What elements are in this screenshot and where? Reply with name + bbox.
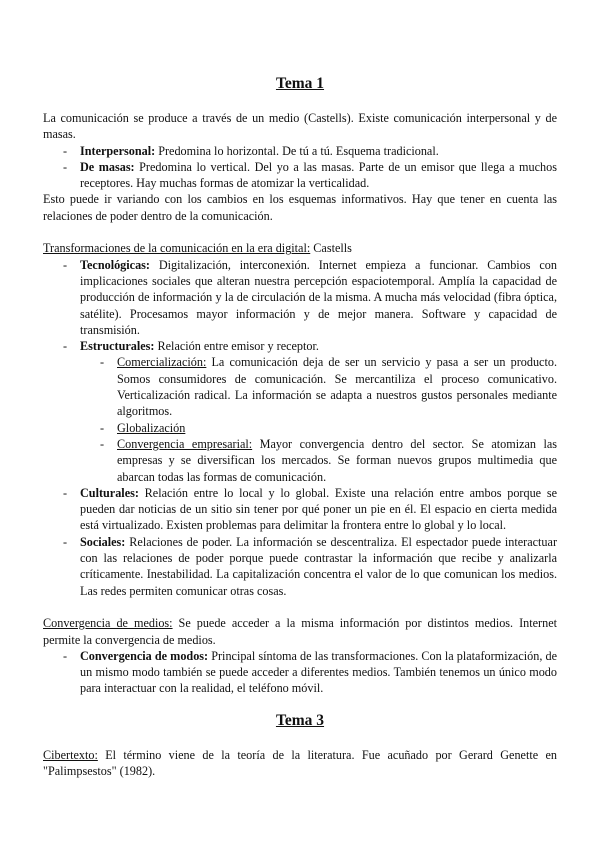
estructurales-sublist (80, 354, 557, 484)
paragraph-text: El término viene de la teoría de la literatura. Fue acuñado por Gerard Genette en "Palimpsestos" (1982). (43, 747, 557, 778)
subterm-description: Mayor convergencia dentro del sector. Se atomizan las empresas y se diversifican los mercados. Se forman nuevos grupos multimedia que abarcan todas las formas de comunicación. (117, 436, 557, 484)
subterm-label: Globalización (117, 420, 186, 435)
section-title-tema-1: Tema 1 (275, 75, 325, 92)
term-description: Predomina lo vertical. Del yo a las masas. Parte de un emisor que llega a muchos receptores. Hay muchas formas de atomizar la verticalidad. (80, 159, 557, 191)
intro-paragraph: La comunicación se produce a través de un medio (Castells). Existe comunicación interpersonal y de masas. (43, 111, 557, 142)
list-item-tecnologicas (43, 257, 557, 338)
term-label: Convergencia de modos: (80, 648, 209, 663)
term-label: De masas: (80, 159, 135, 174)
term-description: Principal síntoma de las transformaciones. Con la plataformización, de un mismo modo también se puede acceder a diferentes medios. También tenemos un único modo para interactuar con la realidad, el teléfono móvil. (80, 648, 557, 696)
term-label: Interpersonal: (80, 143, 156, 158)
term-description: Digitalización, interconexión. Internet empieza a funcionar. Cambios con implicaciones sociales que alteran nuestra percepción espaciotemporal. Amplía la capacidad de producción de información y la de circulación de la misma. A mucha más velocidad (fibra óptica, satélite). Procesamos mayor información y de mejor manera. Software y capacidad de transmisión. (80, 257, 557, 337)
sublist-item-comercializacion (80, 354, 557, 419)
subterm-label: Comercialización: (117, 355, 207, 370)
list-item-interpersonal (43, 143, 557, 159)
heading-underlined: Transformaciones de la comunicación en la era digital: (43, 241, 311, 256)
communication-types-list (43, 143, 557, 192)
outro-paragraph: Esto puede ir variando con los cambios en los esquemas informativos. Hay que tener en cuenta las relaciones de poder dentro de la comunicación. (43, 192, 557, 223)
document-page (43, 70, 557, 779)
term-description: Predomina lo horizontal. De tú a tú. Esquema tradicional. (155, 143, 439, 158)
term-description: Relación entre lo local y lo global. Existe una relación entre ambos porque se pueden dar noticias de un sitio sin tener por qué poner un pie en él. El espacio en cierta medida está virtualizado. Existen problemas para delimitar la frontera entre lo global y lo local. (80, 485, 557, 533)
heading-underlined: Convergencia de medios: (43, 616, 173, 631)
sublist-item-convergencia-empresarial (80, 436, 557, 485)
term-label: Estructurales: (80, 339, 155, 354)
cibertexto-paragraph (43, 747, 557, 780)
paragraph-text: Se puede acceder a la misma información por distintos medios. Internet permite la convergencia de medios. (43, 616, 557, 647)
term-description: Relación entre emisor y receptor. (154, 339, 319, 354)
list-item-de-masas (43, 159, 557, 192)
term-label: Tecnológicas: (80, 257, 150, 272)
subterm-label: Convergencia empresarial: (117, 436, 253, 451)
term-description: Relaciones de poder. La información se descentraliza. El espectador puede interactuar con las relaciones de poder porque puede contrastar la información que recibe y analizarla críticamente. Inestabilidad. La capitalización concentra el valor de lo que comunican los medios. Las redes permiten comunicar otras cosas. (80, 534, 557, 598)
list-item-sociales (43, 534, 557, 599)
term-label: Culturales: (80, 485, 139, 500)
subterm-description: La comunicación deja de ser un servicio y pasa a ser un producto. Somos consumidores de comunicación. Se mercantiliza el proceso comunicativo. Verticalización radical. La información se adapta a nuestros gustos personales mediante algoritmos. (117, 355, 557, 419)
heading-tail: Castells (310, 241, 352, 256)
section-title-tema-3: Tema 3 (275, 711, 325, 729)
list-item-convergencia-modos (43, 648, 557, 697)
sublist-item-globalizacion (80, 420, 557, 436)
term-label: Sociales: (80, 534, 126, 549)
transformaciones-list (43, 257, 557, 599)
heading-underlined: Cibertexto: (43, 747, 98, 762)
list-item-culturales (43, 485, 557, 534)
list-item-estructurales (43, 338, 557, 485)
transformaciones-heading (43, 240, 557, 256)
convergencia-paragraph (43, 615, 557, 648)
convergencia-list (43, 648, 557, 697)
